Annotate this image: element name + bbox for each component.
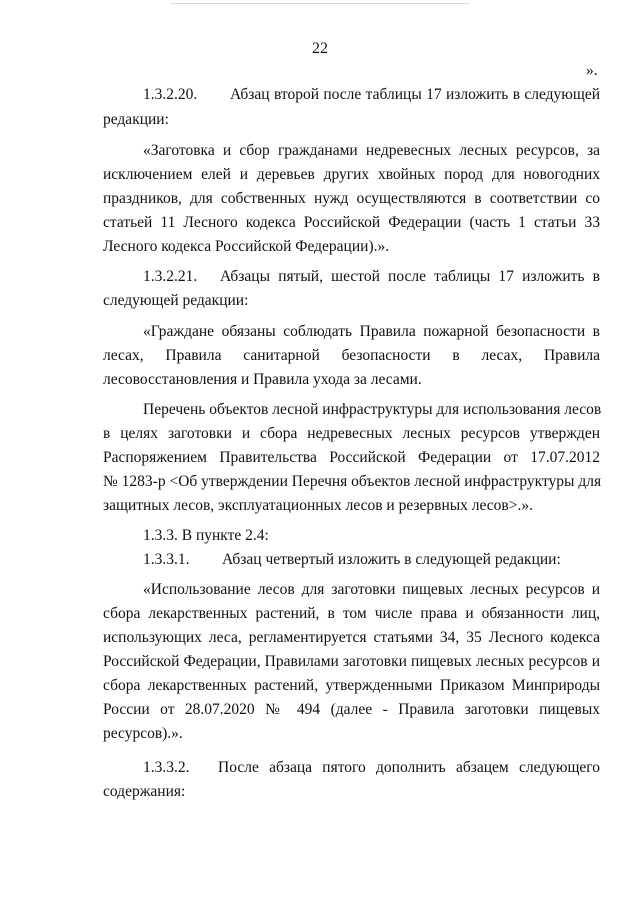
item-number: 1.3.2.21.	[143, 268, 198, 285]
closing-quote-mark: ».	[586, 62, 598, 79]
quote-line: Лесного кодекса Российской Федерации).».	[103, 238, 390, 255]
quote-line: использующих леса, регламентируется статьями 34, 35 Лесного кодекса	[103, 629, 600, 646]
quote-line: исключением елей и деревьев других хвойных пород для новогодних	[103, 166, 600, 183]
item-lead-text: Абзац четвертый изложить в следующей редакции:	[222, 551, 561, 568]
quote-line: праздников, для собственных нужд осуществляются в соответствии со	[103, 190, 600, 207]
quote-line: лесовосстановления и Правила ухода за лесами.	[103, 371, 422, 388]
item-lead-text: После абзаца пятого дополнить абзацем следующего	[218, 759, 600, 776]
item-lead-text: Абзац второй после таблицы 17 изложить в следующей	[230, 86, 600, 103]
page-number: 22	[312, 40, 328, 57]
quote-line: защитных лесов, эксплуатационных лесов и резервных лесов>.».	[103, 497, 533, 514]
quote-line: статьей 11 Лесного кодекса Российской Федерации (часть 1 статьи 33	[103, 214, 600, 231]
quote-line: «Использование лесов для заготовки пищевых лесных ресурсов и	[143, 581, 600, 598]
page-edge-line	[170, 3, 470, 4]
item-number: 1.3.3.2.	[143, 759, 190, 776]
quote-line: Российской Федерации, Правилами заготовки пищевых лесных ресурсов и	[103, 653, 600, 670]
item-number: 1.3.3.1.	[143, 551, 190, 568]
quote-line: Распоряжением Правительства Российской Федерации от 17.07.2012	[103, 449, 600, 466]
quote-line: сбора лекарственных растений, утвержденными Приказом Минприроды	[103, 677, 600, 694]
item-number: 1.3.2.20.	[143, 86, 198, 103]
quote-line: сбора лекарственных растений, в том числе права и обязанности лиц,	[103, 605, 600, 622]
quote-line: «Заготовка и сбор гражданами недревесных лесных ресурсов, за	[143, 142, 600, 159]
section-heading: 1.3.3. В пункте 2.4:	[143, 527, 269, 544]
quote-line: «Граждане обязаны соблюдать Правила пожарной безопасности в	[143, 323, 600, 340]
item-continuation: редакции:	[103, 111, 169, 128]
quote-line: Перечень объектов лесной инфраструктуры для использования лесов	[143, 401, 602, 418]
item-lead-text: Абзацы пятый, шестой после таблицы 17 изложить в	[220, 268, 600, 285]
quote-line: России от 28.07.2020 № 494 (далее - Правила заготовки пищевых	[103, 701, 600, 718]
quote-line: лесах, Правила санитарной безопасности в лесах, Правила	[103, 347, 600, 364]
quote-line: в целях заготовки и сбора недревесных лесных ресурсов утвержден	[103, 425, 600, 442]
quote-line: № 1283-р <Об утверждении Перечня объектов лесной инфраструктуры для	[103, 473, 602, 490]
item-continuation: следующей редакции:	[103, 292, 249, 309]
item-continuation: содержания:	[103, 783, 186, 800]
quote-line: ресурсов).».	[103, 725, 183, 742]
